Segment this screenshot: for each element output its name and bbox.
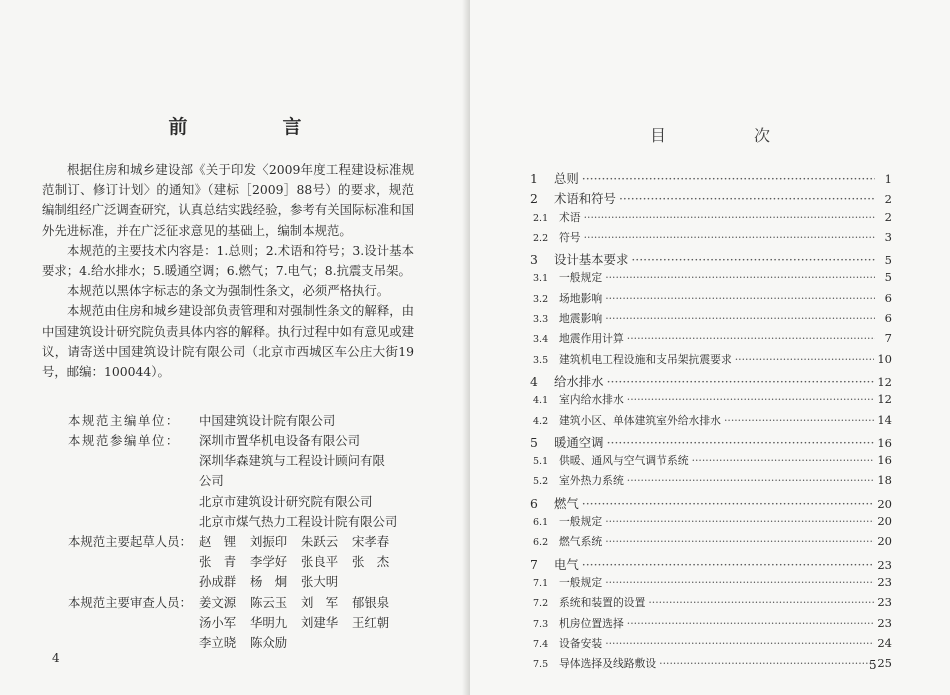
toc-leader-dots — [735, 353, 875, 366]
toc-entry — [530, 616, 892, 636]
reviewers-label: 本规范主要审查人员： — [68, 595, 192, 610]
toc-entry — [530, 534, 892, 554]
toc-entry — [530, 514, 892, 534]
toc-entry-number: 3.3 — [533, 314, 549, 326]
toc-leader-dots — [605, 292, 875, 305]
toc-entry-number: 2.2 — [533, 232, 549, 244]
toc-entry-page: 10 — [877, 351, 892, 366]
toc-entry-number: 7.5 — [533, 659, 549, 671]
toc-entry — [530, 575, 892, 595]
toc-entry-page: 16 — [877, 435, 892, 450]
toc-entry-page: 16 — [877, 453, 892, 468]
participating-label: 本规范参编单位： — [68, 433, 180, 448]
toc-leader-dots — [627, 474, 875, 487]
toc-entry — [530, 331, 892, 351]
toc-entry — [530, 189, 892, 209]
toc-entry-page: 20 — [877, 514, 892, 529]
toc-entry — [530, 311, 892, 331]
person-name: 刘振印 — [250, 534, 288, 549]
toc-entry-page: 23 — [877, 595, 892, 610]
toc-entry — [530, 636, 892, 656]
toc-entry — [530, 230, 892, 250]
participating-unit: 公司 — [199, 473, 224, 489]
toc-entry — [530, 352, 892, 372]
preface-paragraph: 本规范的主要技术内容是：1.总则；2.术语和符号；3.设计基本要求；4.给水排水；5.暖通空调；6.燃气；7.电气；8.抗震支吊架。 — [42, 242, 414, 279]
toc-entry-label: 设计基本要求 — [554, 252, 629, 268]
toc-entry-label: 一般规定 — [559, 271, 603, 285]
toc-title: 目 次 — [649, 126, 806, 145]
toc-entry-label: 燃气 — [554, 495, 579, 511]
toc-leader-dots — [584, 211, 875, 224]
person-name: 刘 军 — [301, 595, 339, 610]
toc-entry-number: 7.4 — [533, 638, 549, 650]
person-name: 孙成群 — [199, 574, 237, 590]
toc-entry — [530, 595, 892, 615]
toc-leader-dots — [724, 414, 874, 427]
toc-entry-number: 3 — [530, 252, 538, 268]
toc-entry-page: 12 — [877, 374, 892, 389]
toc-entry-number: 4.1 — [533, 395, 549, 407]
toc-entry-label: 燃气系统 — [559, 535, 603, 549]
toc-entry-number: 3.1 — [533, 273, 549, 285]
toc-entry-number: 7.1 — [533, 577, 549, 589]
table-of-contents — [530, 169, 892, 676]
toc-entry-number: 6.2 — [533, 537, 549, 549]
toc-entry-label: 系统和装置的设置 — [559, 596, 646, 610]
toc-entry-number: 7.3 — [533, 618, 549, 630]
person-name: 陈云玉 — [250, 595, 288, 610]
toc-entry — [530, 250, 892, 270]
toc-leader-dots — [627, 393, 875, 406]
toc-entry — [530, 433, 892, 453]
toc-entry-page: 23 — [877, 557, 892, 572]
toc-entry-page: 1 — [884, 172, 892, 186]
toc-entry-label: 地震影响 — [559, 312, 603, 326]
person-name: 李学好 — [250, 554, 288, 570]
right-page — [470, 0, 950, 695]
toc-entry — [530, 210, 892, 230]
toc-entry-label: 场地影响 — [559, 291, 603, 305]
participating-unit: 深圳市置华机电设备有限公司 — [199, 433, 361, 448]
toc-entry-number: 4.2 — [533, 415, 549, 427]
toc-leader-dots — [605, 576, 874, 589]
toc-entry-number: 3.4 — [533, 334, 549, 346]
toc-entry-page: 3 — [884, 229, 892, 244]
toc-entry-label: 术语和符号 — [554, 191, 616, 207]
names-row — [199, 593, 409, 613]
preface-paragraph: 根据住房和城乡建设部《关于印发〈2009年度工程建设标准规范制订、修订计划〉的通知》（建标［2009］88号）的要求，规范编制组经广泛调查研究，认真总结实践经验，参考有关国际标准和国外先进标准，并在广泛征求意见的基础上，编制本规范。 — [42, 162, 414, 238]
toc-entry-label: 地震作用计算 — [559, 332, 624, 346]
toc-entry-label: 电气 — [554, 556, 579, 572]
toc-leader-dots — [605, 312, 875, 325]
toc-entry-label: 机房位置选择 — [559, 616, 624, 630]
toc-entry-label: 术语 — [559, 210, 581, 224]
toc-entry — [530, 555, 892, 575]
person-name: 陈众励 — [250, 635, 288, 651]
toc-entry-number: 7 — [530, 556, 538, 572]
toc-entry — [530, 372, 892, 392]
preface-paragraph: 本规范由住房和城乡建设部负责管理和对强制性条文的解释，由中国建筑设计研究院负责具体内容的解释。执行过程中如有意见或建议，请寄送中国建筑设计院有限公司（北京市西城区车公庄大街19号，邮编：100044）。 — [42, 303, 414, 380]
toc-entry — [530, 169, 892, 189]
toc-entry — [530, 453, 892, 473]
toc-leader-dots — [582, 557, 875, 572]
person-name: 张 杰 — [352, 554, 390, 570]
toc-leader-dots — [631, 252, 875, 267]
toc-entry — [530, 291, 892, 311]
participating-units-list — [199, 431, 409, 532]
toc-entry-number: 2 — [530, 191, 538, 207]
toc-entry-page: 20 — [877, 534, 892, 549]
person-name: 宋孝春 — [352, 534, 390, 549]
toc-entry-label: 给水排水 — [554, 373, 604, 389]
toc-entry-page: 6 — [884, 290, 892, 305]
toc-entry-number: 6.1 — [533, 517, 549, 529]
names-row — [199, 613, 409, 633]
toc-leader-dots — [605, 535, 874, 548]
toc-entry-label: 室内给水排水 — [559, 393, 624, 407]
toc-entry-page: 20 — [877, 496, 892, 511]
toc-entry-number: 2.1 — [533, 212, 549, 224]
participating-unit: 深圳华森建筑与工程设计顾问有限 — [199, 453, 385, 469]
reviewers-list — [199, 593, 409, 654]
toc-entry-number: 5 — [530, 434, 538, 450]
drafters-list — [199, 532, 409, 593]
person-name: 刘建华 — [301, 615, 339, 631]
toc-entry-page: 25 — [877, 656, 892, 671]
person-name: 张 青 — [199, 554, 237, 570]
chief-unit-label: 本规范主编单位： — [68, 413, 180, 428]
toc-leader-dots — [607, 374, 875, 389]
toc-entry-page: 23 — [877, 615, 892, 630]
toc-entry-page: 5 — [884, 253, 892, 268]
toc-entry — [530, 656, 892, 676]
person-name: 杨 炯 — [250, 574, 288, 590]
person-name: 张大明 — [301, 574, 339, 590]
page-number-left: 4 — [52, 651, 60, 665]
page-number-right: 5 — [869, 658, 877, 672]
toc-leader-dots — [582, 171, 875, 186]
toc-leader-dots — [627, 332, 875, 345]
toc-entry-number: 4 — [530, 373, 538, 389]
toc-leader-dots — [627, 617, 875, 630]
toc-entry-label: 供暖、通风与空气调节系统 — [559, 454, 689, 468]
drafters-label: 本规范主要起草人员： — [68, 534, 192, 549]
participating-unit: 北京市煤气热力工程设计院有限公司 — [199, 513, 398, 529]
toc-leader-dots — [659, 657, 874, 670]
toc-leader-dots — [582, 496, 875, 511]
toc-entry-page: 14 — [877, 412, 892, 427]
toc-entry-label: 建筑机电工程设施和支吊架抗震要求 — [559, 352, 732, 366]
toc-entry — [530, 494, 892, 514]
toc-entry-page: 5 — [884, 270, 892, 285]
person-name: 张良平 — [301, 554, 339, 570]
toc-leader-dots — [607, 435, 875, 450]
names-row — [199, 532, 409, 552]
person-name: 姜文源 — [199, 595, 237, 610]
person-name: 朱跃云 — [301, 534, 339, 549]
toc-entry-number: 3.2 — [533, 293, 549, 305]
toc-entry-number: 7.2 — [533, 598, 549, 610]
person-name: 华明九 — [250, 615, 288, 631]
toc-entry-label: 导体选择及线路敷设 — [559, 657, 657, 671]
toc-entry-number: 1 — [530, 171, 538, 186]
toc-leader-dots — [692, 454, 875, 467]
toc-entry-label: 建筑小区、单体建筑室外给水排水 — [559, 413, 721, 427]
toc-entry-page: 2 — [884, 209, 892, 224]
toc-entry — [530, 473, 892, 493]
toc-leader-dots — [605, 271, 875, 284]
names-row — [199, 552, 409, 572]
preface-paragraph: 本规范以黑体字标志的条文为强制性条文，必须严格执行。 — [67, 283, 390, 299]
toc-entry-page: 2 — [884, 192, 892, 207]
person-name: 汤小军 — [199, 615, 237, 631]
chief-unit-value: 中国建筑设计院有限公司 — [199, 413, 336, 428]
toc-entry-page: 24 — [877, 635, 892, 650]
toc-entry-label: 符号 — [559, 230, 581, 244]
toc-entry-number: 6 — [530, 495, 538, 511]
names-row — [199, 633, 409, 653]
toc-leader-dots — [584, 231, 875, 244]
toc-entry-label: 总则 — [554, 171, 579, 186]
toc-entry-page: 7 — [884, 331, 892, 346]
left-page — [0, 0, 470, 695]
toc-entry-number: 5.2 — [533, 476, 549, 488]
toc-entry-number: 5.1 — [533, 456, 549, 468]
names-row — [199, 572, 409, 592]
toc-entry-number: 3.5 — [533, 354, 549, 366]
toc-entry — [530, 270, 892, 290]
toc-leader-dots — [605, 515, 874, 528]
toc-entry — [530, 413, 892, 433]
person-name: 王红朝 — [352, 615, 390, 631]
preface-body — [42, 160, 414, 382]
toc-entry-label: 一般规定 — [559, 575, 603, 589]
toc-entry-page: 12 — [877, 392, 892, 407]
toc-leader-dots — [648, 596, 874, 609]
toc-entry-page: 23 — [877, 574, 892, 589]
toc-entry — [530, 392, 892, 412]
toc-entry-label: 室外热力系统 — [559, 474, 624, 488]
toc-entry-label: 暖通空调 — [554, 434, 604, 450]
participating-unit: 北京市建筑设计研究院有限公司 — [199, 493, 373, 509]
person-name: 郁银泉 — [352, 595, 390, 610]
toc-entry-page: 18 — [877, 473, 892, 488]
preface-title: 前 言 — [168, 116, 340, 138]
toc-entry-page: 6 — [884, 311, 892, 326]
person-name: 赵 锂 — [199, 534, 237, 549]
toc-leader-dots — [619, 191, 875, 206]
toc-entry-label: 一般规定 — [559, 515, 603, 529]
person-name: 李立晓 — [199, 635, 237, 651]
toc-entry-label: 设备安装 — [559, 636, 603, 650]
toc-leader-dots — [605, 637, 874, 650]
